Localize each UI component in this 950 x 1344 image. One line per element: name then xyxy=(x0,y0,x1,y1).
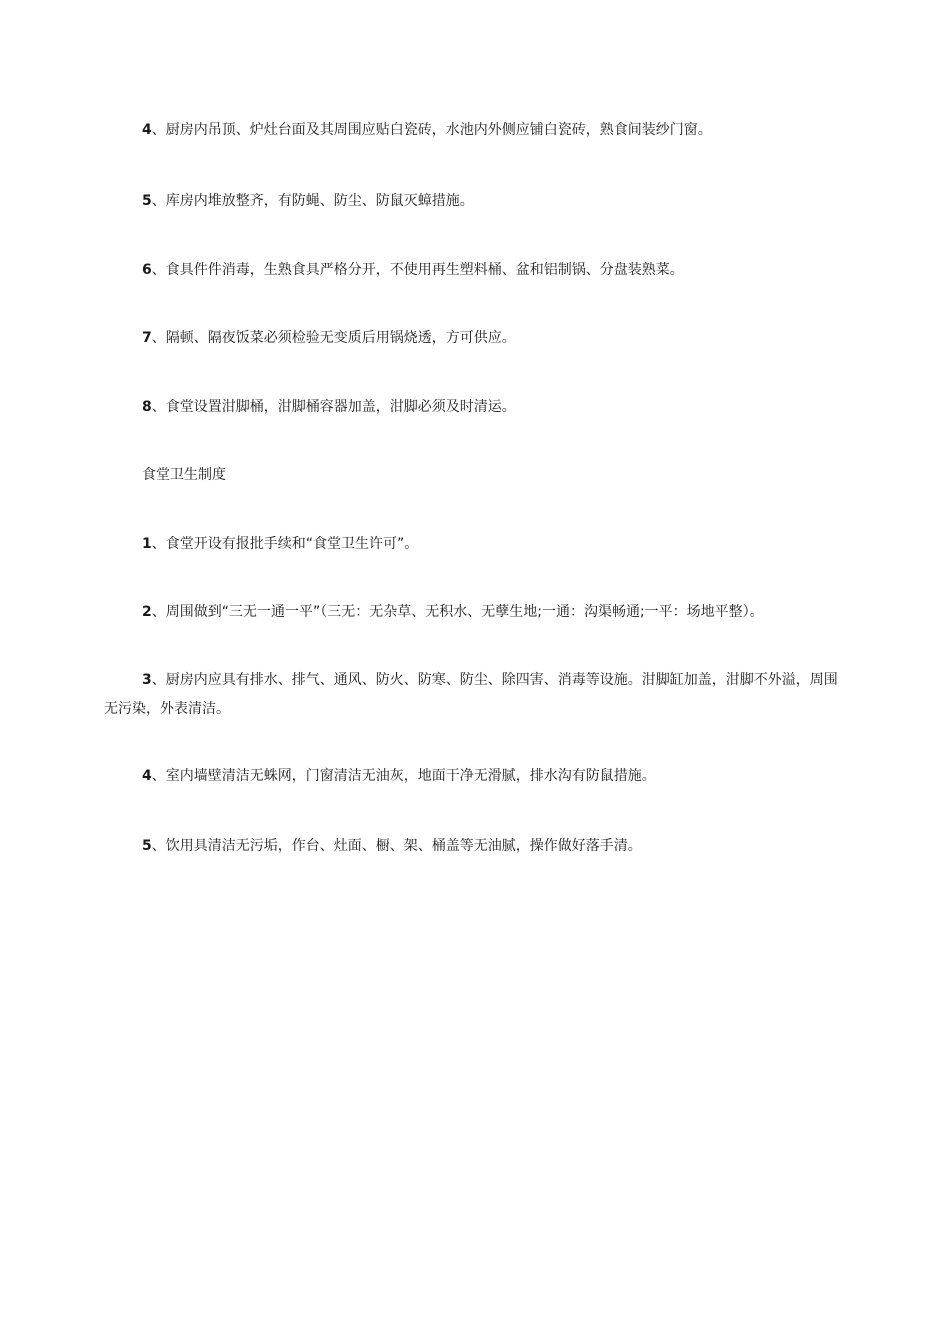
item-text: 、饮用具清洁无污垢，作台、灶面、橱、架、桶盖等无油腻，操作做好落手清。 xyxy=(151,838,642,854)
item-number: 1 xyxy=(142,536,152,552)
list-item xyxy=(104,530,844,559)
item-text: 、周围做到“三无一通一平”（三无：无杂草、无积水、无孽生地;一通：沟渠畅通;一平：场地平整）。 xyxy=(151,604,764,620)
item-number: 4 xyxy=(142,122,152,138)
list-item xyxy=(104,762,844,791)
list-item xyxy=(104,666,844,724)
item-text: 、厨房内吊顶、炉灶台面及其周围应贴白瓷砖，水池内外侧应铺白瓷砖，熟食间装纱门窗。 xyxy=(151,122,712,138)
list-item xyxy=(104,832,844,861)
list-item xyxy=(104,393,844,422)
item-number: 3 xyxy=(142,672,152,688)
item-text: 、隔顿、隔夜饭菜必须检验无变质后用锅烧透，方可供应。 xyxy=(151,330,516,346)
item-number: 6 xyxy=(142,262,152,278)
item-number: 2 xyxy=(142,604,152,620)
item-number: 5 xyxy=(142,193,152,209)
list-item xyxy=(104,116,844,145)
item-text: 、室内墙壁清洁无蛛网，门窗清洁无油灰，地面干净无滑腻，排水沟有防鼠措施。 xyxy=(151,768,656,784)
list-item xyxy=(104,324,844,353)
item-number: 5 xyxy=(142,838,152,854)
list-item xyxy=(104,256,844,285)
item-text: 、库房内堆放整齐，有防蝇、防尘、防鼠灭蟑措施。 xyxy=(151,193,474,209)
item-text: 、厨房内应具有排水、排气、通风、防火、防寒、防尘、除四害、消毒等设施。泔脚缸加盖，泔脚不外溢，周围无污染，外表清洁。 xyxy=(104,672,838,717)
list-item xyxy=(104,598,844,627)
item-text: 、食堂设置泔脚桶，泔脚桶容器加盖，泔脚必须及时清运。 xyxy=(151,399,516,415)
item-number: 8 xyxy=(142,399,152,415)
item-number: 7 xyxy=(142,330,152,346)
item-text: 、食堂开设有报批手续和“食堂卫生许可”。 xyxy=(151,536,419,552)
item-text: 、食具件件消毒，生熟食具严格分开，不使用再生塑料桶、盆和铝制锅、分盘装熟菜。 xyxy=(151,262,684,278)
section-title: 食堂卫生制度 xyxy=(142,467,226,483)
item-number: 4 xyxy=(142,768,152,784)
list-item xyxy=(104,187,844,216)
